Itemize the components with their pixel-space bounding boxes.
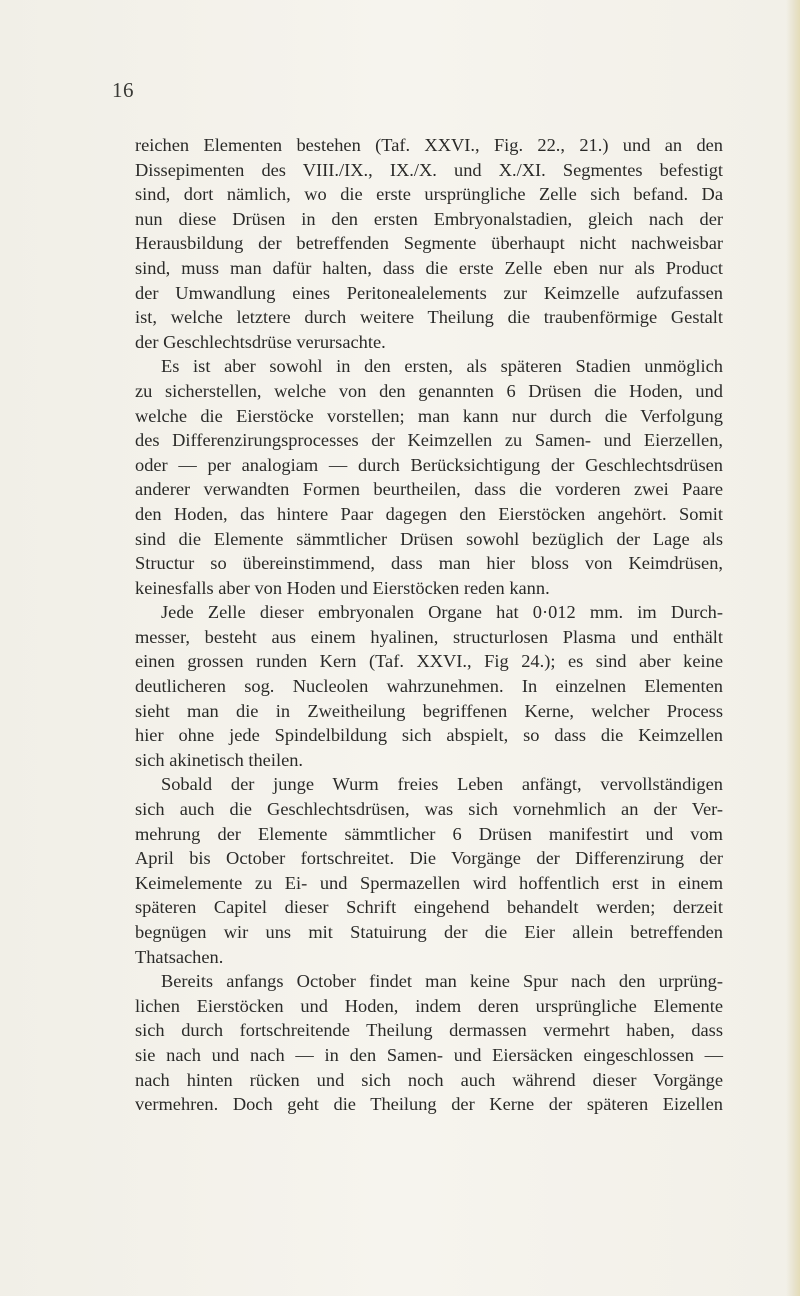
text-line: Jede Zelle dieser embryonalen Organe hat 0·012 mm. im Durch-: [161, 602, 723, 623]
text-line: anderer verwandten Formen beurtheilen, dass die vorderen zwei Paare: [135, 479, 723, 500]
body-text: [135, 133, 723, 1117]
text-line: sich akinetisch theilen.: [135, 749, 304, 770]
text-line: sind die Elemente sämmtlicher Drüsen sowohl bezüglich der Lage als: [135, 528, 723, 549]
text-line: Herausbildung der betreffenden Segmente überhaupt nicht nachweisbar: [135, 233, 723, 254]
text-line: begnügen wir uns mit Statuirung der die Eier allein betreffenden: [135, 922, 723, 942]
text-line: lichen Eierstöcken und Hoden, indem deren ursprüngliche Elemente: [135, 995, 723, 1016]
text-line: mehrung der Elemente sämmtlicher 6 Drüsen manifestirt und vom: [135, 823, 723, 844]
text-line: ist, welche letztere durch weitere Theilung die traubenförmige Gestalt: [135, 307, 723, 328]
text-line: welche die Eierstöcke vorstellen; man kann nur durch die Verfolgung: [135, 405, 723, 426]
text-line: sind, dort nämlich, wo die erste ursprüngliche Zelle sich befand. Da: [135, 184, 723, 205]
text-line: der Geschlechtsdrüse verursachte.: [135, 331, 386, 352]
text-line: sie nach und nach — in den Samen- und Eiersäcken eingeschlossen —: [135, 1044, 723, 1065]
text-line: Keimelemente zu Ei- und Spermazellen wird hoffentlich erst in einem: [135, 872, 723, 893]
text-line: nun diese Drüsen in den ersten Embryonalstadien, gleich nach der: [135, 208, 723, 229]
text-line: nach hinten rücken und sich noch auch während dieser Vorgänge: [135, 1069, 723, 1090]
page-number: 16: [112, 78, 134, 102]
text-line: vermehren. Doch geht die Theilung der Kerne der späteren Eizellen: [135, 1094, 723, 1115]
text-line: hier ohne jede Spindelbildung sich abspielt, so dass die Keimzellen: [135, 725, 723, 746]
text-line: Dissepimenten des VIII./IX., IX./X. und X./XI. Segmentes befestigt: [135, 159, 723, 180]
text-line: Thatsachen.: [135, 946, 224, 967]
text-line: sich durch fortschreitende Theilung dermassen vermehrt haben, dass: [135, 1020, 723, 1041]
text-line: einen grossen runden Kern (Taf. XXVI., Fig 24.); es sind aber keine: [135, 651, 723, 672]
text-line: zu sicherstellen, welche von den genannten 6 Drüsen die Hoden, und: [135, 380, 723, 401]
text-line: der Umwandlung eines Peritonealelements zur Keimzelle aufzufassen: [135, 282, 723, 303]
text-line: sich auch die Geschlechtsdrüsen, was sich vornehmlich an der Ver-: [135, 799, 723, 820]
text-line: Sobald der junge Wurm freies Leben anfängt, vervollständigen: [161, 774, 723, 795]
text-line: keinesfalls aber von Hoden und Eierstöcken reden kann.: [135, 577, 550, 598]
page-edge-shadow: [786, 0, 800, 1296]
text-line: April bis October fortschreitet. Die Vorgänge der Differenzirung der: [135, 848, 723, 869]
text-line: Es ist aber sowohl in den ersten, als späteren Stadien unmöglich: [161, 356, 723, 377]
text-line: sind, muss man dafür halten, dass die erste Zelle eben nur als Product: [135, 257, 723, 278]
text-line: des Differenzirungsprocesses der Keimzellen zu Samen- und Eierzellen,: [135, 430, 723, 451]
text-line: den Hoden, das hintere Paar dagegen den Eierstöcken angehört. Somit: [135, 503, 723, 524]
text-line: messer, besteht aus einem hyalinen, structurlosen Plasma und enthält: [135, 626, 723, 647]
text-line: Structur so übereinstimmend, dass man hier bloss von Keimdrüsen,: [135, 553, 723, 574]
text-line: sieht man die in Zweitheilung begriffenen Kerne, welcher Process: [135, 700, 723, 721]
text-line: oder — per analogiam — durch Berücksichtigung der Geschlechtsdrüsen: [135, 454, 723, 475]
text-line: späteren Capitel dieser Schrift eingehend behandelt werden; derzeit: [135, 897, 723, 918]
text-line: Bereits anfangs October findet man keine Spur nach den urprüng-: [161, 971, 723, 992]
text-line: reichen Elementen bestehen (Taf. XXVI., Fig. 22., 21.) und an den: [135, 135, 723, 155]
text-line: deutlicheren sog. Nucleolen wahrzunehmen. In einzelnen Elementen: [135, 676, 723, 697]
